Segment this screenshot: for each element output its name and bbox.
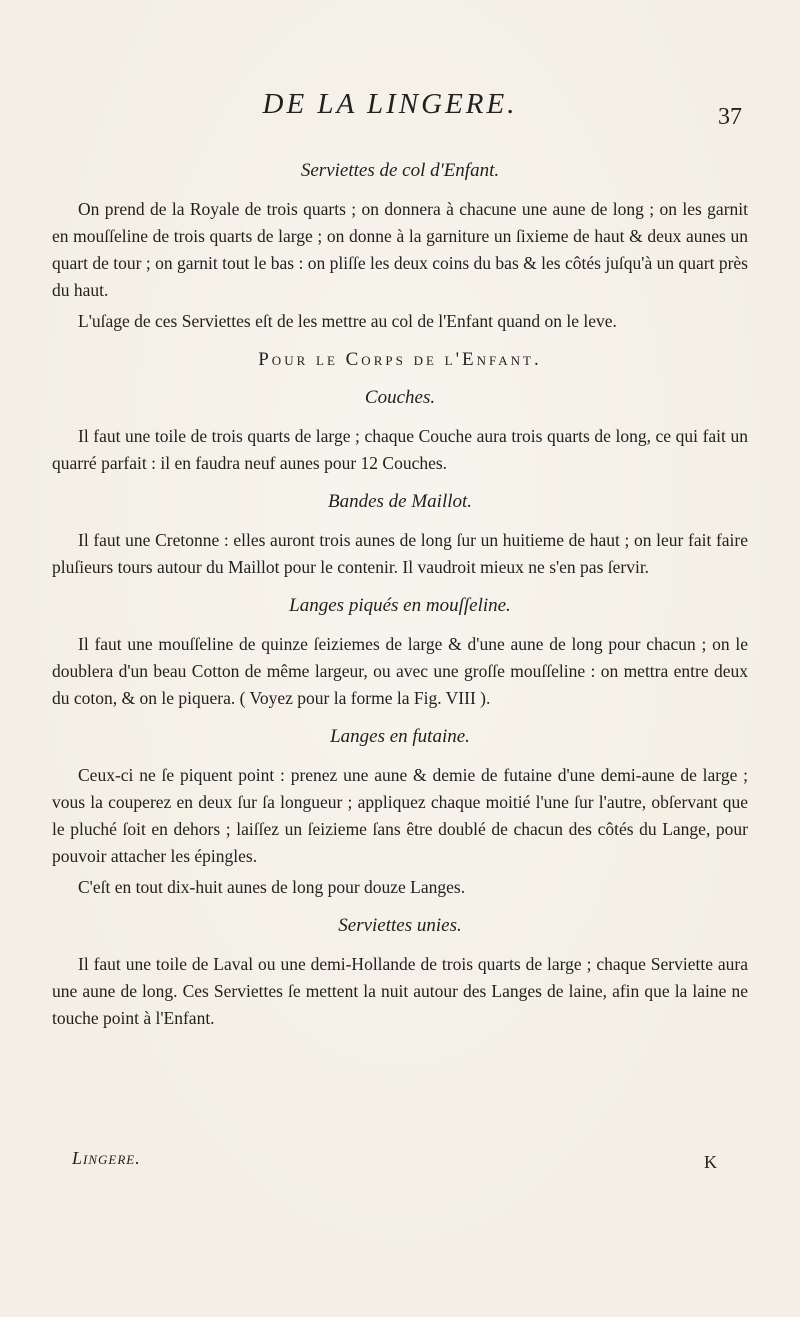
- signature-mark: K: [704, 1152, 717, 1172]
- heading-serviettes-unies: Serviettes unies.: [338, 915, 462, 936]
- paragraph: Ceux-ci ne ſe piquent point : prenez une aune & demie de futaine d'une demi-aune de large ; vous la couperez en deux ſur ſa longueur ; appliquez chaque moitié l'une ſur l'autre, obſervant que le pluché ſoit en dehors ; laiſſez un ſeizieme ſans être doublé de chacun des côtés du Lange, pour pouvoir attacher les épingles.: [52, 765, 748, 866]
- paragraph: Il faut une toile de Laval ou une demi-Hollande de trois quarts de large ; chaque Serviette aura une aune de long. Ces Serviettes ſe mettent la nuit autour des Langes de laine, afin que la laine ne touche point à l'Enfant.: [52, 954, 748, 1028]
- paragraph: On prend de la Royale de trois quarts ; on donnera à chacune une aune de long ; on les garnit en mouſſeline de trois quarts de large ; on donne à la garniture un ſixieme de haut & deux aunes un quart de tour ; on garnit tout le bas : on pliſſe les deux coins du bas & les côtés juſqu'à un quart près du haut.: [52, 199, 748, 300]
- body-text: [52, 160, 748, 1046]
- part-heading: Pour le Corps de l'Enfant.: [258, 349, 542, 370]
- paragraph: L'uſage de ces Serviettes eſt de les mettre au col de l'Enfant quand on le leve.: [78, 311, 617, 331]
- heading-langes-piques: Langes piqués en mouſſeline.: [289, 595, 511, 616]
- running-title: DE LA LINGERE.: [262, 88, 518, 120]
- paragraph: C'eſt en tout dix-huit aunes de long pour douze Langes.: [78, 877, 466, 897]
- page-number: 37: [718, 104, 742, 130]
- heading-bandes-de-maillot: Bandes de Maillot.: [327, 491, 473, 512]
- heading-serviettes-de-col: Serviettes de col d'Enfant.: [300, 160, 500, 181]
- heading-couches: Couches.: [364, 387, 436, 408]
- catchword: Lingere.: [72, 1148, 141, 1168]
- paragraph: Il faut une Cretonne : elles auront trois aunes de long ſur un huitieme de haut ; on leur fait faire pluſieurs tours autour du Maillot pour le contenir. Il vaudroit mieux ne s'en pas ſervir.: [52, 530, 748, 577]
- paragraph: Il faut une toile de trois quarts de large ; chaque Couche aura trois quarts de long, ce qui fait un quarré parfait : il en faudra neuf aunes pour 12 Couches.: [52, 426, 748, 473]
- paragraph: Il faut une mouſſeline de quinze ſeiziemes de large & d'une aune de long pour chacun ; on le doublera d'un beau Cotton de même largeur, ou avec une groſſe mouſſeline : on mettra entre deux du coton, & on le piquera. ( Voyez pour la forme la Fig. VIII ).: [52, 634, 748, 708]
- heading-langes-en-futaine: Langes en futaine.: [330, 726, 470, 747]
